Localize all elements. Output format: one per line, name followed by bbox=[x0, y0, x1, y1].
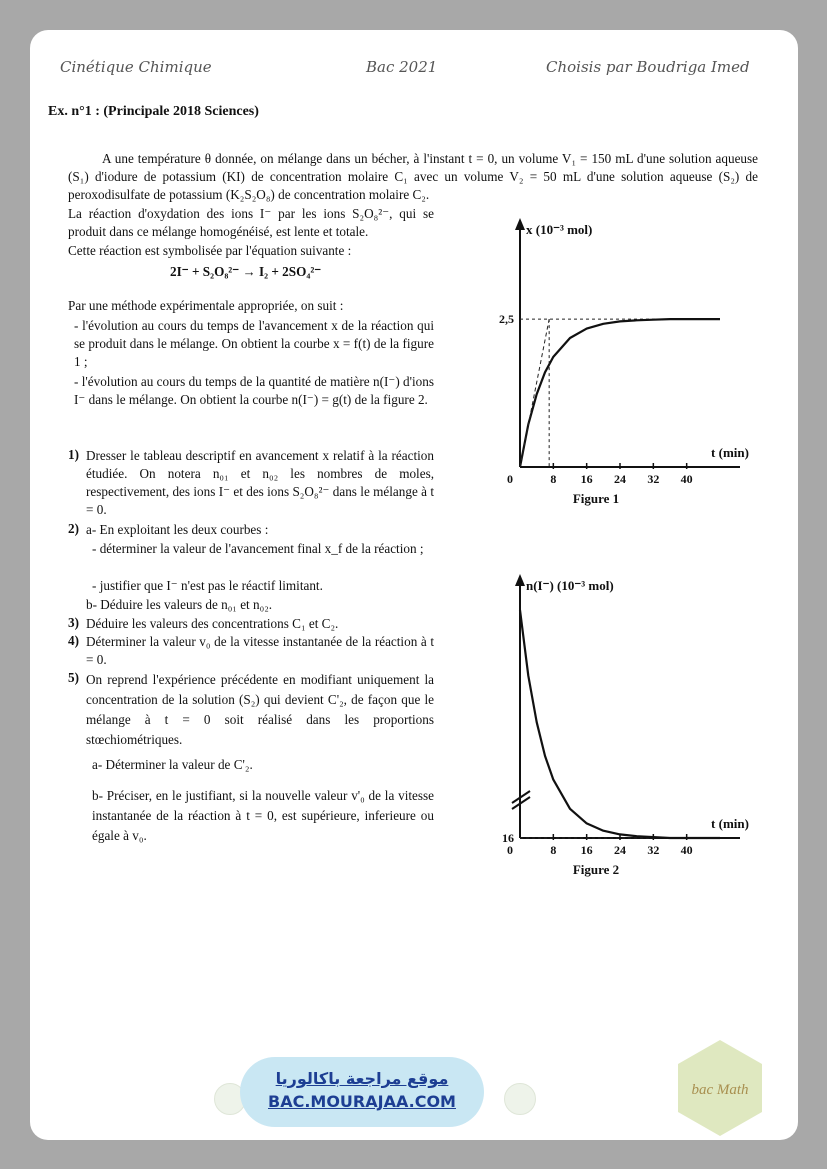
question-5: On reprend l'expérience précédente en modifiant uniquement la concentration de la solution (S₂) qui devient C'₂, de façon que le mélange à t = 0 soit réalisé dans les proportions stœchiométriques. bbox=[86, 672, 434, 747]
intro-paragraph-2: La réaction d'oxydation des ions I⁻ par les ions S₂O₈²⁻, qui se produit dans ce mélange homogénéisé, est lente et totale. bbox=[68, 206, 434, 239]
exercise-title: Ex. n°1 : (Principale 2018 Sciences) bbox=[48, 104, 259, 119]
question-2b: b- Déduire les valeurs de n₀₁ et n₀₂. bbox=[86, 597, 273, 612]
question-1: Dresser le tableau descriptif en avancement x relatif à la réaction étudiée. On notera n₀₁ et n₀₂ les nombres de moles, respectivement, des ions I⁻ et des ions S₂O₈²⁻ dans le mélange à t = 0. bbox=[86, 448, 434, 517]
question-2a: a- En exploitant les deux courbes : bbox=[86, 522, 269, 537]
fig1-x-tick-label: 32 bbox=[647, 472, 660, 486]
fig1-x-tick-label: 40 bbox=[680, 472, 693, 486]
fig2-title: Figure 2 bbox=[572, 862, 620, 877]
intro-paragraph-4: Par une méthode expérimentale appropriée, on suit : bbox=[68, 298, 344, 313]
fig2-x-tick-label: 0 bbox=[507, 843, 513, 857]
figure-1-chart bbox=[450, 210, 750, 506]
question-3-number: 3) bbox=[68, 615, 79, 630]
site-url[interactable]: BAC.MOURAJAA.COM bbox=[268, 1092, 456, 1111]
fig2-x-tick-label: 24 bbox=[614, 843, 626, 857]
fig1-x-label: t (min) bbox=[711, 445, 749, 460]
fig2-x-tick-label: 40 bbox=[680, 843, 693, 857]
fig2-y-label: n(I⁻) (10⁻³ mol) bbox=[526, 578, 614, 593]
header-year: Bac 2021 bbox=[366, 58, 438, 76]
figure-2-chart bbox=[450, 515, 750, 877]
question-3: Déduire les valeurs des concentrations C₁ et C₂. bbox=[86, 616, 339, 631]
fig1-y-arrow bbox=[515, 218, 525, 230]
site-logo-right bbox=[504, 1083, 536, 1115]
question-4-number: 4) bbox=[68, 633, 79, 648]
fig1-x-tick-label: 0 bbox=[507, 472, 513, 486]
fig1-tangent bbox=[520, 319, 549, 467]
site-banner[interactable] bbox=[240, 1057, 484, 1127]
fig1-y-marked-label: 2,5 bbox=[499, 312, 514, 327]
fig1-x-tick-label: 8 bbox=[550, 472, 557, 486]
fig1-y-label: x (10⁻³ mol) bbox=[526, 222, 593, 237]
question-2-number: 2) bbox=[68, 521, 79, 536]
intro-paragraph-1: A une température θ donnée, on mélange dans un bécher, à l'instant t = 0, un volume V₁ = 150 mL d'une solution aqueuse (S₁) d'iodure de potassium (KI) de concentration molaire C₁ avec un volume V₂ = 50 mL d'une solution aqueuse (S₂) de peroxodisulfate de potassium (K₂S₂O₈) de concentration molaire C₂. bbox=[68, 151, 758, 202]
question-4: Déterminer la valeur v₀ de la vitesse instantanée de la réaction à t = 0. bbox=[86, 634, 434, 667]
bullet-figure-2: - l'évolution au cours du temps de la quantité de matière n(I⁻) d'ions I⁻ dans le mélange. On obtient la courbe n(I⁻) = g(t) de la figure 2. bbox=[74, 374, 434, 407]
fig1-x-tick-label: 16 bbox=[580, 472, 593, 486]
header-author: Choisis par Boudriga Imed bbox=[546, 58, 750, 76]
bac-math-badge bbox=[668, 1036, 772, 1140]
fig2-y-marked-label: 16 bbox=[502, 831, 514, 845]
bullet-figure-1: - l'évolution au cours du temps de l'avancement x de la réaction qui se produit dans le mélange. On obtient la courbe x = f(t) de la figure 1 ; bbox=[74, 318, 434, 369]
fig1-curve bbox=[520, 319, 720, 467]
reaction-equation: 2I⁻ + S₂O₈²⁻ → I₂ + 2SO₄²⁻ bbox=[170, 264, 322, 279]
fig2-y-arrow bbox=[515, 574, 525, 586]
fig2-x-tick-label: 8 bbox=[550, 843, 557, 857]
question-5-number: 5) bbox=[68, 670, 79, 685]
intro-paragraph-3: Cette réaction est symbolisée par l'équation suivante : bbox=[68, 243, 352, 258]
site-name-arabic[interactable]: موقع مراجعة باكالوريا bbox=[275, 1069, 449, 1088]
question-1-number: 1) bbox=[68, 447, 79, 462]
fig2-x-tick-label: 16 bbox=[580, 843, 593, 857]
fig2-curve bbox=[520, 610, 720, 838]
question-5b: b- Préciser, en le justifiant, si la nouvelle valeur v'₀ de la vitesse instantanée de la réaction à t = 0, est supérieure, inferieure ou égale à v₀. bbox=[92, 788, 434, 843]
fig1-x-tick-label: 24 bbox=[614, 472, 626, 486]
fig1-title: Figure 1 bbox=[572, 491, 620, 506]
exam-page bbox=[30, 30, 798, 1140]
question-2a-item-2: - justifier que I⁻ n'est pas le réactif limitant. bbox=[92, 578, 323, 593]
fig2-x-label: t (min) bbox=[711, 816, 749, 831]
badge-text: bac Math bbox=[691, 1082, 749, 1098]
fig2-x-tick-label: 32 bbox=[647, 843, 660, 857]
question-2a-item-1: - déterminer la valeur de l'avancement final x_f de la réaction ; bbox=[92, 541, 424, 556]
question-5a: a- Déterminer la valeur de C'₂. bbox=[92, 757, 253, 772]
header-subject: Cinétique Chimique bbox=[60, 58, 212, 76]
